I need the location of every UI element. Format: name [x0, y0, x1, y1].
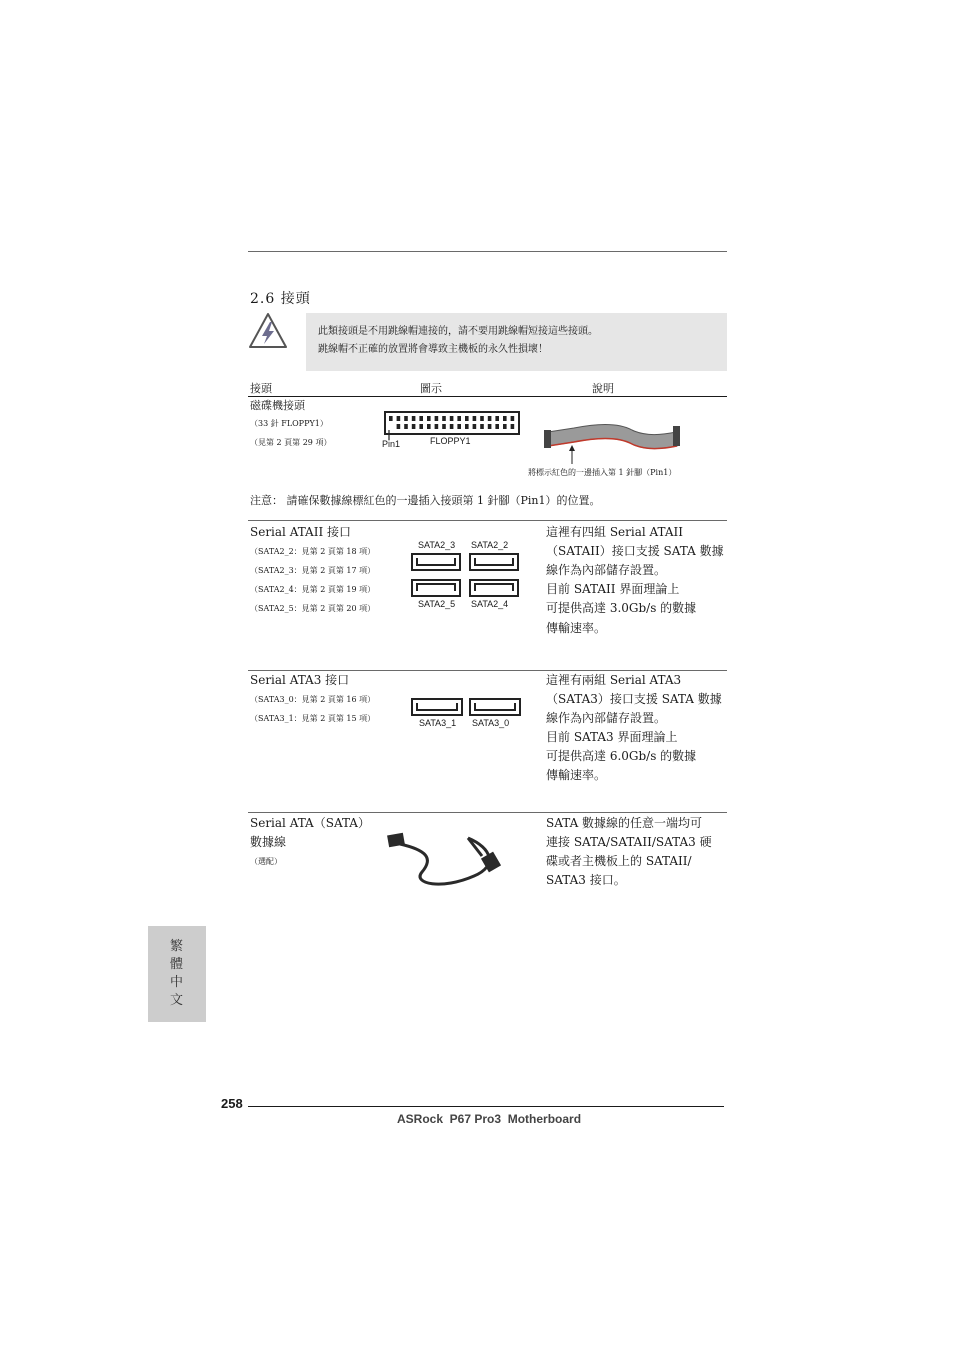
sata2-item-4: （SATA2_5：見第 2 頁第 20 項）	[250, 604, 376, 613]
sata-cable-name: Serial ATA（SATA）	[250, 816, 370, 830]
header-description: 說明	[592, 382, 614, 395]
sata2-3-label: SATA2_3	[418, 540, 456, 550]
sata2-desc-2: （SATAII）接口支援 SATA 數據	[546, 544, 724, 558]
sata3-0-label: SATA3_0	[472, 718, 510, 728]
sata2-item-2: （SATA2_3：見第 2 頁第 17 項）	[250, 566, 376, 575]
sata2-5-label: SATA2_5	[418, 599, 456, 609]
header-rule	[248, 396, 727, 397]
sata3-item-1: （SATA3_0：見第 2 頁第 16 項）	[250, 695, 376, 704]
floppy1-label: FLOPPY1	[430, 436, 471, 446]
warning-line-2: 跳線帽不正確的放置將會導致主機板的永久性損壞！	[318, 344, 548, 355]
sata3-desc-6: 傳輸速率。	[546, 768, 607, 782]
floppy-note: 注意： 請確保數據線標紅色的一邊插入接頭第 1 針腳（Pin1）的位置。	[250, 494, 601, 507]
sata2-item-1: （SATA2_2：見第 2 頁第 18 項）	[250, 547, 376, 556]
page-number: 258	[221, 1096, 243, 1111]
pin1-label: Pin1	[382, 439, 401, 449]
sata2-desc-1: 這裡有四組 Serial ATAII	[546, 525, 684, 539]
sata-cable-rule	[248, 812, 727, 813]
sata2-4-label: SATA2_4	[471, 599, 509, 609]
sata3-desc-5: 可提供高達 6.0Gb/s 的數據	[546, 749, 697, 763]
language-side-tab-label: 繁體中文	[170, 939, 184, 1008]
footer-rule	[248, 1106, 724, 1107]
floppy-pins: （33 針 FLOPPY1）	[250, 419, 328, 428]
sata2-connectors-diagram	[410, 552, 525, 600]
sata2-desc-4: 目前 SATAII 界面理論上	[546, 582, 680, 596]
sata3-desc-4: 目前 SATA3 界面理論上	[546, 730, 678, 744]
warning-line-1: 此類接頭是不用跳線帽連接的，請不要用跳線帽短接這些接頭。	[318, 326, 598, 337]
footer-title: ASRock P67 Pro3 Motherboard	[397, 1112, 582, 1126]
top-rule	[248, 251, 727, 252]
sata2-desc-3: 線作為內部儲存設置。	[546, 563, 667, 577]
sata2-rule	[248, 520, 727, 521]
sata2-item-3: （SATA2_4：見第 2 頁第 19 項）	[250, 585, 376, 594]
floppy-cable-image	[544, 418, 684, 468]
sata2-2-label: SATA2_2	[471, 540, 509, 550]
sata2-name: Serial ATAII 接口	[250, 525, 352, 539]
floppy-location: （見第 2 頁第 29 項）	[250, 438, 332, 447]
sata2-desc-5: 可提供高達 3.0Gb/s 的數據	[546, 601, 697, 615]
sata3-desc-1: 這裡有兩組 Serial ATA3	[546, 673, 682, 687]
sata3-desc-2: （SATA3）接口支援 SATA 數據	[546, 692, 722, 706]
sata3-desc-3: 線作為內部儲存設置。	[546, 711, 667, 725]
sata-cable-desc-4: SATA3 接口。	[546, 873, 626, 887]
sata-cable-desc-3: 碟或者主機板上的 SATAII/	[546, 854, 692, 868]
floppy-cable-caption: 將標示紅色的一邊插入第 1 針腳（Pin1）	[528, 468, 677, 477]
sata3-1-label: SATA3_1	[419, 718, 457, 728]
floppy-name: 磁碟機接頭	[250, 399, 305, 412]
sata-cable-desc-2: 連接 SATA/SATAII/SATA3 硬	[546, 835, 712, 849]
section-title: 2.6 接頭	[250, 291, 311, 307]
language-side-tab	[148, 926, 206, 1022]
sata-cable-image	[386, 830, 516, 888]
floppy-connector-diagram	[380, 410, 525, 455]
header-connector: 接頭	[250, 382, 272, 395]
warning-icon	[248, 311, 288, 351]
sata-cable-optional: （選配）	[250, 857, 282, 866]
sata2-desc-6: 傳輸速率。	[546, 621, 607, 635]
sata3-item-2: （SATA3_1：見第 2 頁第 15 項）	[250, 714, 376, 723]
sata-cable-name-2: 數據線	[250, 835, 287, 849]
sata-cable-desc-1: SATA 數據線的任意一端均可	[546, 816, 703, 830]
sata3-connectors-diagram	[410, 697, 525, 719]
sata3-name: Serial ATA3 接口	[250, 673, 350, 687]
header-diagram: 圖示	[420, 382, 442, 395]
